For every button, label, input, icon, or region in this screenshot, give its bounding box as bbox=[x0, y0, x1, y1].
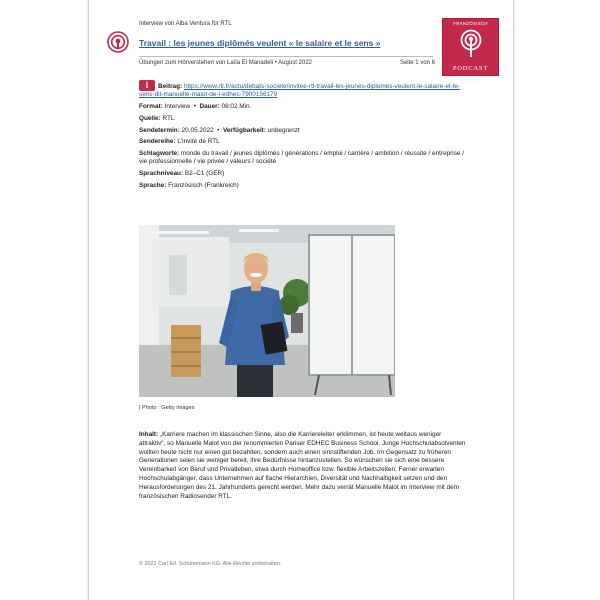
schlagworte-row: Schlagworte: monde du travail / jeunes diplômés / générations / emploi / carrière / ambition / réussite / entreprise / vie professionnelle / vie privée / valeurs / société bbox=[139, 150, 465, 166]
sendetermin-row: Sendetermin: 20.05.2022 • Verfügbarkeit: unbegrenzt bbox=[139, 126, 300, 134]
photo-caption: | Photo : Getty Images bbox=[139, 405, 195, 411]
document-page bbox=[88, 0, 514, 600]
franzoesisch-podcast-logo bbox=[442, 18, 499, 76]
header-interview-line: Interview von Alba Ventura für RTL bbox=[139, 21, 232, 27]
copyright-footer: © 2022 Carl Ed. Schünemann KG. Alle Rechte vorbehalten. bbox=[139, 561, 282, 567]
page-number: Seite 1 von 6 bbox=[399, 60, 435, 66]
header-divider bbox=[139, 56, 433, 57]
quelle-row: Quelle: RTL bbox=[139, 114, 175, 122]
logo-top-text: FRANZÖSISCH bbox=[453, 21, 488, 26]
sendereihe-row: Sendereihe: L'invité de RTL bbox=[139, 138, 220, 146]
logo-bottom-text: PODCAST bbox=[452, 65, 489, 72]
info-icon: i bbox=[139, 80, 155, 91]
podcast-logo-icon bbox=[460, 29, 482, 61]
inhalt-paragraph bbox=[139, 431, 469, 502]
metadata-block bbox=[139, 80, 465, 194]
sprachniveau-row: Sprachniveau: B2–C1 (GER) bbox=[139, 170, 225, 178]
format-row: Format: Interview • Dauer: 08:02 Min. bbox=[139, 102, 252, 110]
beitrag-row: i Beitrag: https://www.rtl.fr/actu/debats-societe/invitee-rtl-travail-les-jeunes-diplomes-veulent-le-salaire-et-le-sens-dit-manuelle-malot-de-l-edhec-7900156179 bbox=[139, 80, 460, 99]
inhalt-label: Inhalt: bbox=[139, 431, 159, 438]
inhalt-text: „Karriere machen im klassischen Sinne, also die Karriereleiter erklimmen, ist heute weitaus weniger attraktiv“, so Manuelle Malot von der renommierten Pariser EDHEC Business School. Junge Hochschulabsolventen wollten heute nicht nur einen gut bezahlten, sondern auch einen sinnstiftenden Job. Im Gegensatz zu früheren Generationen seien sie weniger bereit, ihre Bedürfnisse hintanzustellen. So wünschen sie sich eine bessere Vereinbarkeit von Beruf und Privatleben, etwa durch Homeoffice bzw. flexible Arbeitszeiten. Ferner erwarten Hochschulabgänger, dass Unternehmen auf flache Hierarchien, Diversität und Nachhaltigkeit setzen und den Herausforderungen des 21. Jahrhunderts gerecht werden. Mehr dazu verrät Manuelle Malot im Interview mit dem französischen Radiosender RTL. bbox=[139, 431, 466, 500]
podcast-icon bbox=[107, 31, 129, 53]
header-subline bbox=[139, 60, 435, 66]
beitrag-link[interactable]: https://www.rtl.fr/actu/debats-societe/invitee-rtl-travail-les-jeunes-diplomes-veulent-le-salaire-et-le-sens-dit-manuelle-malot-de-l-edhec-7900156179 bbox=[139, 83, 460, 99]
article-photo bbox=[139, 225, 395, 397]
header-author-date: Übungen zum Hörverstehen von Laïla El Manadeli • August 2022 bbox=[139, 60, 312, 66]
page-title[interactable]: Travail : les jeunes diplômés veulent « le salaire et le sens » bbox=[139, 38, 381, 48]
sprache-row: Sprache: Französisch (Frankreich) bbox=[139, 181, 239, 189]
